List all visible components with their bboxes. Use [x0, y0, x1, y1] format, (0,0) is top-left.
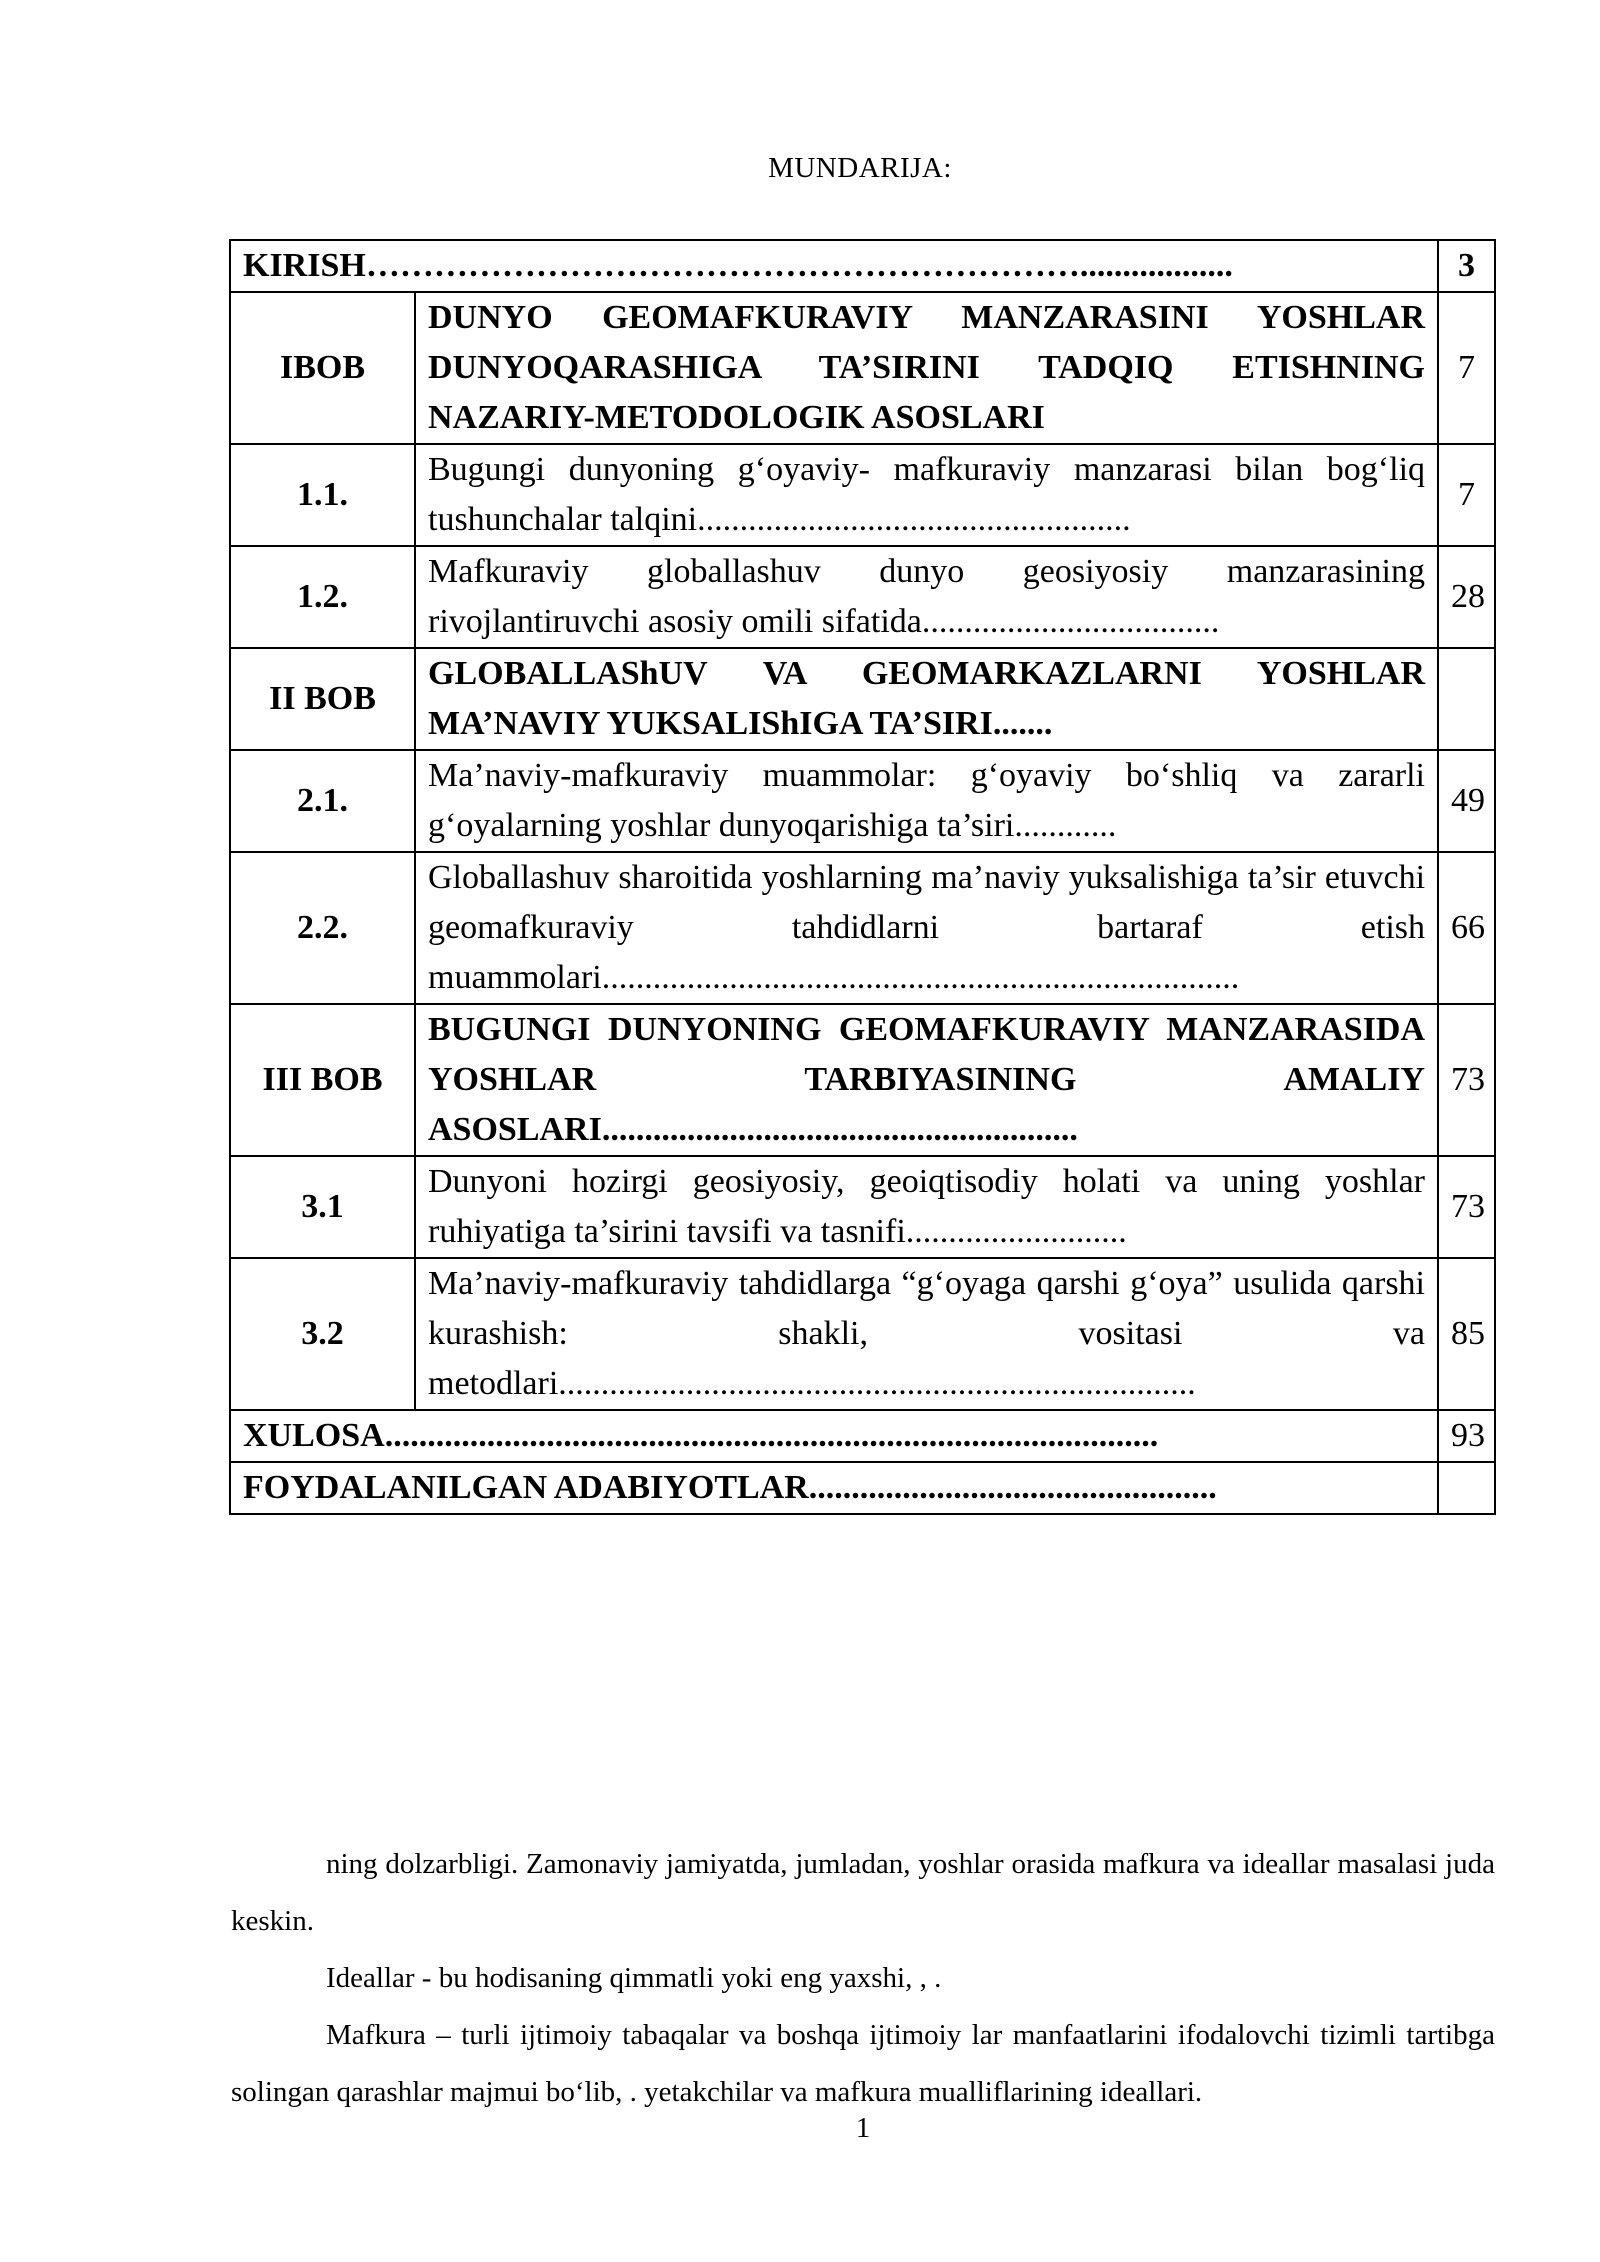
toc-row-section-2-1	[230, 750, 1495, 852]
toc-entry-title: Bugungi dunyoning g‘oyaviy- mafkuraviy manzarasi bilan bog‘liq tushunchalar talqini...................................................	[415, 444, 1438, 546]
body-text	[231, 1836, 1495, 2121]
toc-page-number: 28	[1438, 546, 1495, 648]
toc-section-number: 1.1.	[230, 444, 415, 546]
toc-section-number: 2.2.	[230, 852, 415, 1004]
toc-entry-title: Ma’naviy-mafkuraviy tahdidlarga “g‘oyaga qarshi g‘oya” usulida qarshi kurashish: shakli, vositasi va metodlari...........................................................................	[415, 1258, 1438, 1410]
toc-entry-title: XULOSA...........................................................................................	[230, 1410, 1438, 1462]
paragraph: Ideallar - bu hodisaning qimmatli yoki eng yaxshi, , .	[326, 1962, 942, 1994]
toc-entry-title: Ma’naviy-mafkuraviy muammolar: g‘oyaviy bo‘shliq va zararli g‘oyalarning yoshlar dunyoqarishiga ta’siri............	[415, 750, 1438, 852]
toc-page-number: 7	[1438, 444, 1495, 546]
toc-page-number: 7	[1438, 292, 1495, 444]
toc-page-number	[1438, 1462, 1495, 1514]
toc-row-section-3-2	[230, 1258, 1495, 1410]
toc-entry-title: Dunyoni hozirgi geosiyosiy, geoiqtisodiy holati va uning yoshlar ruhiyatiga ta’sirini tavsifi va tasnifi..........................	[415, 1156, 1438, 1258]
toc-row-section-1-1	[230, 444, 1495, 546]
toc-row-chapter-3	[230, 1004, 1495, 1156]
page-number: 1	[855, 2112, 871, 2144]
toc-page-number: 93	[1438, 1410, 1495, 1462]
toc-row-section-1-2	[230, 546, 1495, 648]
toc-page-number: 3	[1438, 240, 1495, 292]
toc-section-number: 3.2	[230, 1258, 415, 1410]
toc-section-number: IBOB	[230, 292, 415, 444]
toc-row-chapter-1	[230, 292, 1495, 444]
paragraph: ning dolzarbligi. Zamonaviy jamiyatda, jumladan, yoshlar orasida mafkura va ideallar masalasi juda keskin.	[231, 1848, 1495, 1937]
toc-row-section-3-1	[230, 1156, 1495, 1258]
toc-section-number: 1.2.	[230, 546, 415, 648]
toc-section-number: II BOB	[230, 648, 415, 750]
toc-entry-title: Mafkuraviy globallashuv dunyo geosiyosiy manzarasining rivojlantiruvchi asosiy omili sifatida...................................	[415, 546, 1438, 648]
toc-row-intro	[230, 240, 1495, 292]
toc-row-references	[230, 1462, 1495, 1514]
toc-page-number: 66	[1438, 852, 1495, 1004]
page-title: MUNDARIJA:	[768, 152, 952, 184]
toc-page-number: 49	[1438, 750, 1495, 852]
toc-row-conclusion	[230, 1410, 1495, 1462]
toc-row-section-2-2	[230, 852, 1495, 1004]
toc-page-number	[1438, 648, 1495, 750]
toc-entry-title: DUNYO GEOMAFKURAVIY MANZARASINI YOSHLAR DUNYOQARASHIGA TA’SIRINI TADQIQ ETISHNING NAZARIY-METODOLOGIK ASOSLARI	[415, 292, 1438, 444]
table-of-contents	[229, 239, 1496, 1515]
toc-entry-title: Globallashuv sharoitida yoshlarning ma’naviy yuksalishiga ta’sir etuvchi geomafkuraviy tahdidlarni bartaraf etish muammolari...........................................................................	[415, 852, 1438, 1004]
toc-page-number: 73	[1438, 1004, 1495, 1156]
toc-page-number: 73	[1438, 1156, 1495, 1258]
toc-page-number: 85	[1438, 1258, 1495, 1410]
toc-entry-title: GLOBALLAShUV VA GEOMARKAZLARNI YOSHLAR MA’NAVIY YUKSALIShIGA TA’SIRI.......	[415, 648, 1438, 750]
toc-entry-title: KIRISH………………………………………………………..................	[230, 240, 1438, 292]
toc-entry-title: BUGUNGI DUNYONING GEOMAFKURAVIY MANZARASIDA YOSHLAR TARBIYASINING AMALIY ASOSLARI........................................................	[415, 1004, 1438, 1156]
toc-row-chapter-2	[230, 648, 1495, 750]
toc-section-number: 3.1	[230, 1156, 415, 1258]
paragraph: Mafkura – turli ijtimoiy tabaqalar va boshqa ijtimoiy lar manfaatlarini ifodalovchi tizimli tartibga solingan qarashlar majmui bo‘lib, . yetakchilar va mafkura mualliflarining ideallari.	[231, 2019, 1495, 2108]
toc-section-number: III BOB	[230, 1004, 415, 1156]
toc-section-number: 2.1.	[230, 750, 415, 852]
toc-entry-title: FOYDALANILGAN ADABIYOTLAR................................................	[230, 1462, 1438, 1514]
